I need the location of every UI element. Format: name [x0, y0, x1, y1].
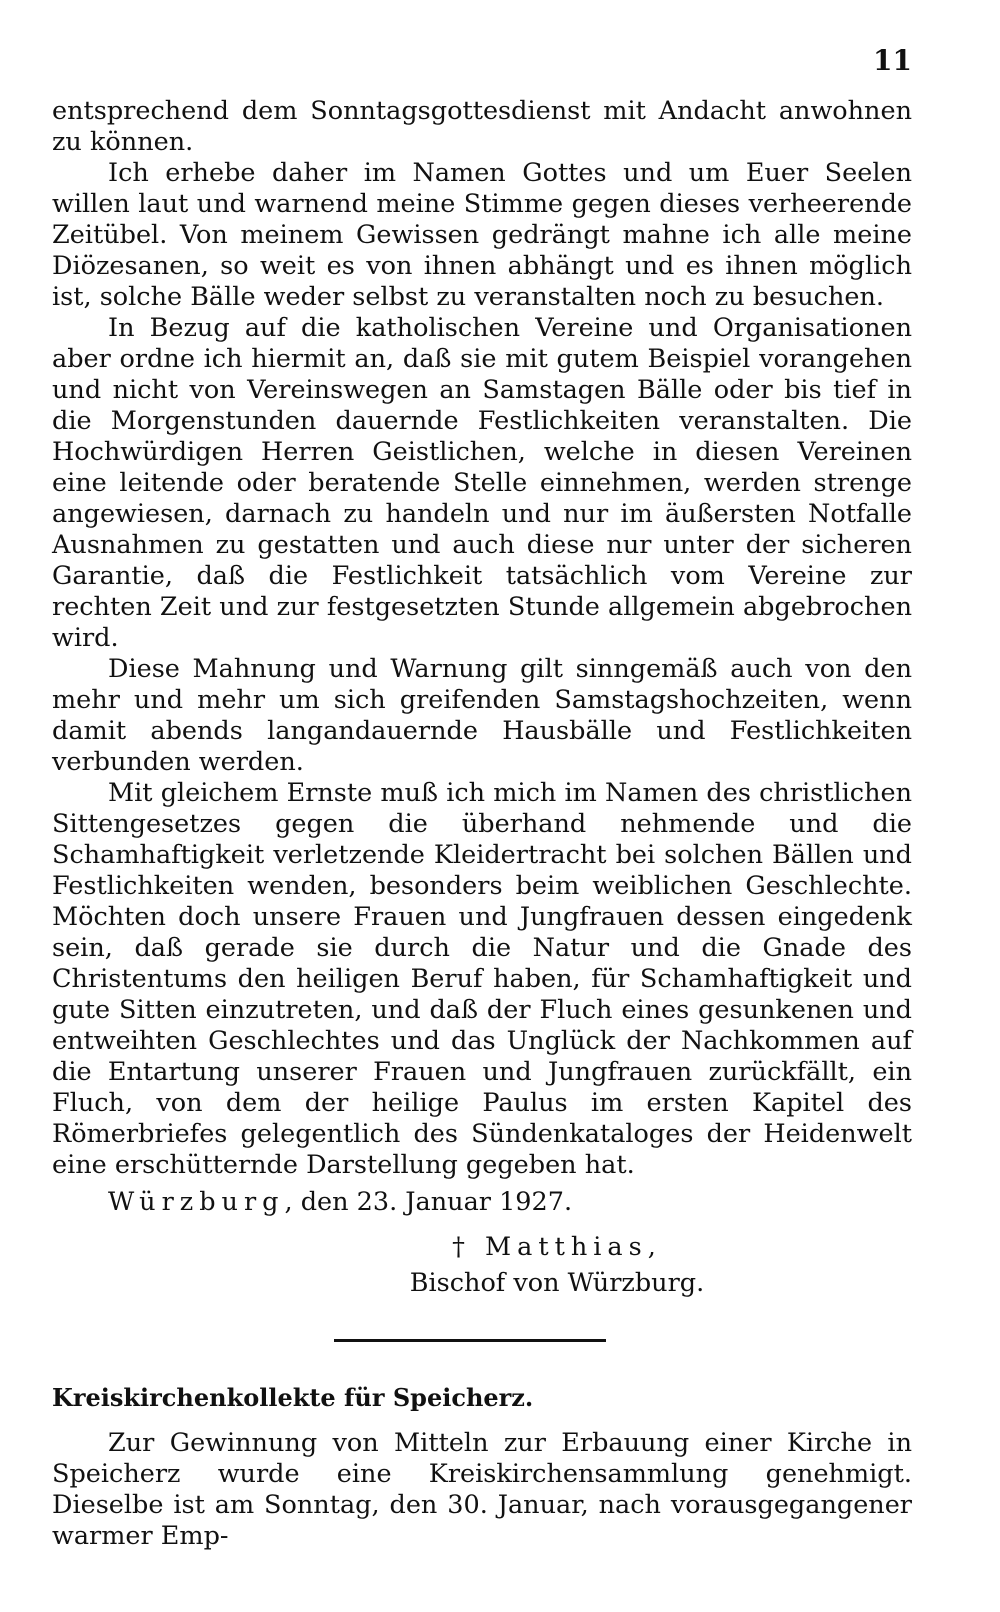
paragraph-dress-code: Mit gleichem Ernste muß ich mich im Namen des christlichen Sittengesetzes gegen die überhand nehmende und die Schamhaftigkeit verletzende Kleidertracht bei solchen Bällen und Festlichkeiten wenden, besonders beim weiblichen Geschlechte. Möchten doch unsere Frauen und Jungfrauen dessen eingedenk sein, daß gerade sie durch die Natur und die Gnade des Christentums den heiligen Beruf haben, für Schamhaftigkeit und gute Sitten einzutreten, und daß der Fluch eines gesunkenen und entweihten Geschlechtes und das Unglück der Nachkommen auf die Entartung unserer Frauen und Jungfrauen zurückfällt, ein Fluch, von dem der heilige Paulus im ersten Kapitel des Römerbriefes gelegentlich des Sündenkataloges der Heidenwelt eine erschütternde Darstellung gegeben hat. [52, 778, 912, 1180]
paragraph-saturday-weddings: Diese Mahnung und Warnung gilt sinngemäß auch von den mehr und mehr um sich greifenden Samstagshochzeiten, wenn damit abends langandauernde Hausbälle und Festlichkeiten verbunden werden. [52, 654, 912, 777]
section-heading: Kreiskirchenkollekte für Speicherz. [52, 1383, 534, 1412]
section-divider [334, 1339, 606, 1342]
pastoral-letter-body [52, 96, 912, 1552]
dateline-date: , den 23. Januar 1927. [284, 1187, 573, 1217]
signature-title: Bischof von Würzburg. [409, 1268, 705, 1298]
paragraph-associations: In Bezug auf die katholischen Vereine und Organisationen aber ordne ich hiermit an, daß sie mit gutem Beispiel vorangehen und nicht von Vereinswegen an Samstagen Bälle oder bis tief in die Morgenstunden dauernde Festlichkeiten veranstalten. Die Hochwürdigen Herren Geistlichen, welche in diesen Vereinen eine leitende oder beratende Stelle einnehmen, werden strenge angewiesen, darnach zu handeln und nur im äußersten Notfalle Ausnahmen zu gestatten und auch diese nur unter der sicheren Garantie, daß die Festlichkeit tatsächlich vom Vereine zur rechten Zeit und zur festgesetzten Stunde allgemein abgebrochen wird. [52, 313, 912, 653]
signature-name: † Matthias, [452, 1232, 662, 1262]
signature-block [52, 1229, 912, 1301]
dateline [52, 1185, 912, 1219]
dateline-place: Würzburg [108, 1187, 285, 1217]
section-paragraph: Zur Gewinnung von Mitteln zur Erbauung einer Kirche in Speicherz wurde eine Kreiskirchensammlung genehmigt. Dieselbe ist am Sonntag, den 30. Januar, nach vorausgegangener warmer Emp- [52, 1428, 912, 1551]
page-number: 11 [873, 44, 912, 77]
paragraph-continuation: entsprechend dem Sonntagsgottesdienst mit Andacht anwohnen zu können. [52, 96, 912, 157]
paragraph-warning: Ich erhebe daher im Namen Gottes und um Euer Seelen willen laut und warnend meine Stimme gegen dieses verheerende Zeitübel. Von meinem Gewissen gedrängt mahne ich alle meine Diözesanen, so weit es von ihnen abhängt und es ihnen möglich ist, solche Bälle weder selbst zu veranstalten noch zu besuchen. [52, 158, 912, 312]
